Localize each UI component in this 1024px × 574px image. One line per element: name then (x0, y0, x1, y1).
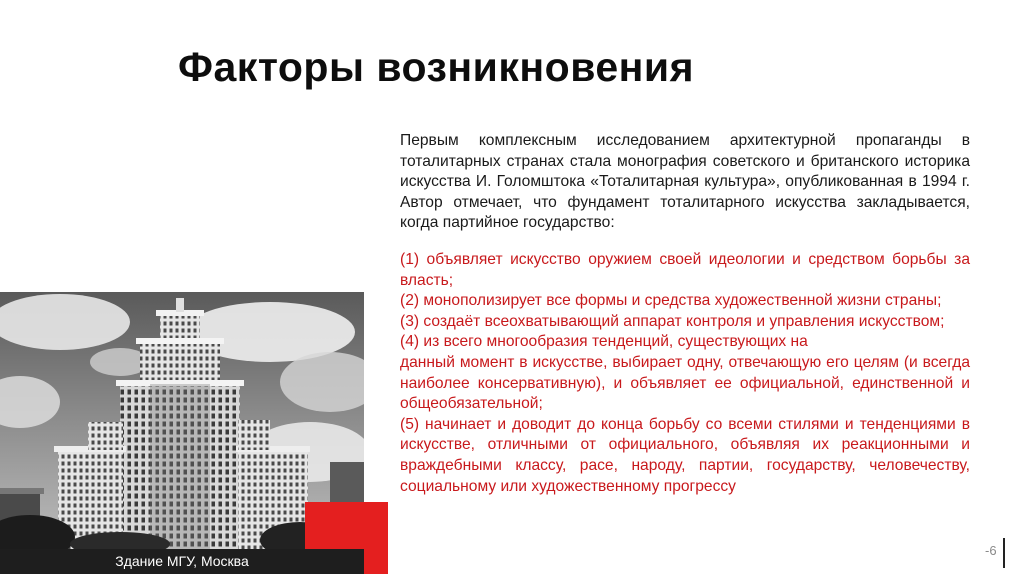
list-item: (5) начинает и доводит до конца борьбу со всеми стилями и тенденциями в искусстве, отличными от официального, объявляя их реакционными и враждебными классу, расе, народу, партии, государству, человечеству, социальному или художественному прогрессу (400, 415, 970, 495)
list-item: (3) создаёт всеохватывающий аппарат контроля и управления искусством; (400, 312, 945, 330)
factors-list (400, 250, 970, 497)
building-photo-panel (0, 292, 364, 574)
intro-paragraph: Первым комплексным исследованием архитектурной пропаганды в тоталитарных странах стала монография советского и британского историка искусства И. Голомштока «Тоталитарная культура», опубликованная в 1994 г. Автор отмечает, что фундамент тоталитарного искусства закладывается, когда партийное государство: (400, 132, 970, 232)
list-item: данный момент в искусстве, выбирает одну, отвечающую его целям (и всегда наиболее консервативную), и объявляет ее официальной, единственной и общеобязательной; (400, 353, 970, 413)
photo-caption: Здание МГУ, Москва (115, 553, 249, 569)
slide-title: Факторы возникновения (178, 44, 695, 90)
list-item: (4) из всего многообразия тенденций, существующих на (400, 333, 808, 351)
page-number: -6 (985, 543, 997, 558)
list-item: (2) монополизирует все формы и средства художественной жизни страны; (400, 292, 942, 310)
list-item: (1) объявляет искусство оружием своей идеологии и средством борьбы за власть; (400, 251, 970, 289)
page-number-divider (1003, 538, 1005, 568)
